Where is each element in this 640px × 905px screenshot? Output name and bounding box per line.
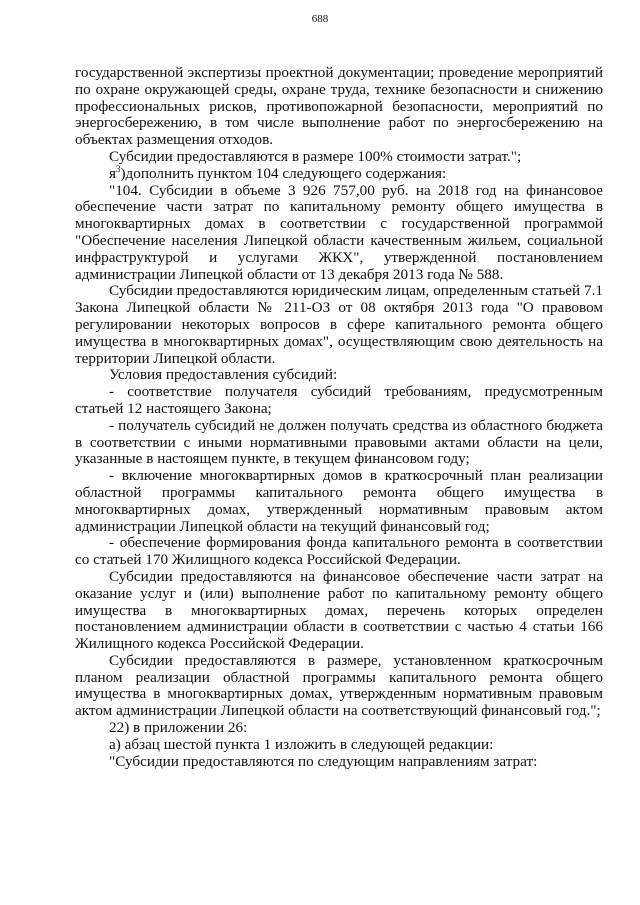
page-number: 688 (311, 13, 329, 25)
paragraph: - включение многоквартирных домов в краткосрочный план реализации областной программы капитального ремонта общего имущества в многоквартирных домах, утвержденный нормативным правовым актом администрации Липецкой области на текущий финансовый год; (75, 467, 603, 535)
paragraph: Условия предоставления субсидий: (109, 366, 338, 384)
paragraph: 22) в приложении 26: (109, 719, 248, 737)
document-body (75, 65, 603, 770)
paragraph: - соответствие получателя субсидий требованиям, предусмотренным статьей 12 настоящего Закона; (75, 383, 603, 417)
paragraph: "104. Субсидии в объеме 3 926 757,00 руб. на 2018 год на финансовое обеспечение части затрат по капитальному ремонту общего имущества в многоквартирных домах в соответствии с государственной программой "Обеспечение населения Липецкой области качественным жильем, социальной инфраструктурой и услугами ЖКХ", утвержденной постановлением администрации Липецкой области от 13 декабря 2013 года № 588. (75, 181, 603, 283)
paragraph: Субсидии предоставляются в размере 100% стоимости затрат."; (109, 147, 522, 165)
paragraph: а) абзац шестой пункта 1 изложить в следующей редакции: (109, 735, 494, 753)
paragraph: государственной экспертизы проектной документации; проведение мероприятий по охране окружающей среды, охране труда, технике безопасности и снижению профессиональных рисков, противопожарной безопасности, мероприятий по энергосбережению, в том числе выполнение работ по энергосбережению на объектах размещения отходов. (75, 64, 603, 149)
paragraph: "Субсидии предоставляются по следующим направлениям затрат: (109, 752, 538, 770)
paragraph: - получатель субсидий не должен получать средства из областного бюджета в соответствии с иными нормативными правовыми актами области на цели, указанные в настоящем пункте, в текущем финансовом году; (75, 416, 603, 468)
paragraph-text: )дополнить пунктом 104 следующего содержания: (120, 164, 447, 182)
paragraph: Субсидии предоставляются на финансовое обеспечение части затрат на оказание услуг и (или) выполнение работ по капитальному ремонту общего имущества в многоквартирных домах, перечень которых определен постановлением администрации области в соответствии с частью 4 статьи 166 Жилищного кодекса Российской Федерации. (75, 567, 603, 653)
paragraph: - обеспечение формирования фонда капитального ремонта в соответствии со статьей 170 Жилищного кодекса Российской Федерации. (75, 534, 603, 569)
paragraph (75, 163, 603, 183)
superscript: 3 (116, 163, 121, 174)
paragraph: Субсидии предоставляются юридическим лицам, определенным статьей 7.1 Закона Липецкой области № 211-ОЗ от 08 октября 2013 года "О правовом регулировании некоторых вопросов в сфере капитального ремонта общего имущества в многоквартирных домах", осуществляющим свою деятельность на территории Липецкой области. (75, 282, 603, 367)
list-marker: я (109, 164, 116, 182)
paragraph: Субсидии предоставляются в размере, установленном краткосрочным планом реализации областной программы капитального ремонта общего имущества в многоквартирных домах, утвержденным нормативным правовым актом администрации Липецкой области на соответствующий финансовый год."; (75, 651, 603, 720)
